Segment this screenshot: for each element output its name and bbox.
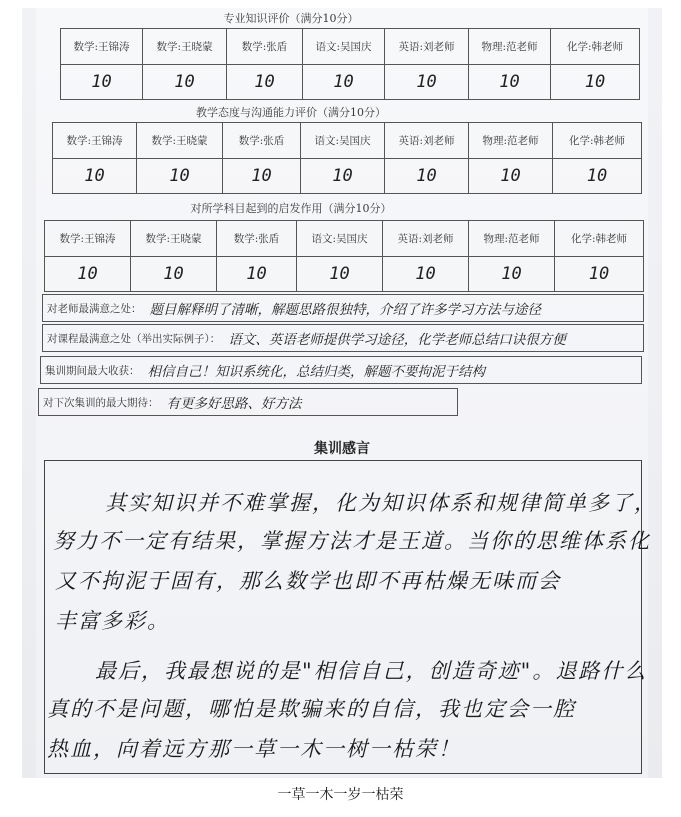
score-cell: 10 xyxy=(297,257,383,291)
teacher-header-cell: 语文:吴国庆 xyxy=(297,221,383,257)
essay-line: 最后，我最想说的是"相信自己，创造奇迹"。退路什么 xyxy=(95,659,648,683)
teacher-header-cell: 数学:张盾 xyxy=(227,29,303,65)
teacher-header-cell: 英语:刘老师 xyxy=(385,29,469,65)
attitude-score-table xyxy=(52,122,642,194)
score-cell: 10 xyxy=(301,159,385,193)
teacher-header-cell: 英语:刘老师 xyxy=(385,123,469,159)
feedback-row-teacher xyxy=(42,294,644,322)
photo-caption: 一草一木一岁一枯荣 xyxy=(277,787,404,803)
score-cell: 10 xyxy=(586,166,608,186)
teacher-header-cell: 化学:韩老师 xyxy=(553,123,641,159)
score-cell: 10 xyxy=(45,257,131,291)
teacher-header-cell: 数学:王晓蒙 xyxy=(143,29,227,65)
essay-line: 真的不是问题，哪怕是欺骗来的自信，我也定会一腔 xyxy=(47,697,576,721)
section1-title: 专业知识评价（满分10分） xyxy=(223,12,359,25)
score-cell: 10 xyxy=(385,65,469,99)
feedback-label: 对下次集训的最大期待： xyxy=(43,396,159,409)
score-cell: 10 xyxy=(217,257,297,291)
score-cell: 10 xyxy=(137,159,223,193)
essay-title: 集训感言 xyxy=(314,441,370,457)
teacher-header-cell: 数学:王晓蒙 xyxy=(131,221,217,257)
score-cell: 10 xyxy=(588,264,610,284)
score-cell: 10 xyxy=(53,159,137,193)
teacher-header-cell: 化学:韩老师 xyxy=(551,29,639,65)
score-cell: 10 xyxy=(469,257,555,291)
evaluation-sheet xyxy=(36,8,657,778)
section2-title: 教学态度与沟通能力评价（满分10分） xyxy=(196,106,386,119)
teacher-header-cell: 物理:范老师 xyxy=(469,221,555,257)
essay-line: 热血，向着远方那一草一木一树一枯荣！ xyxy=(47,737,461,761)
essay-line: 其实知识并不难掌握，化为知识体系和规律简单多了， xyxy=(105,491,657,515)
feedback-answer: 相信自己！知识系统化，总结归类，解题不要拘泥于结构 xyxy=(147,364,485,380)
score-cell: 10 xyxy=(385,159,469,193)
score-cell: 10 xyxy=(223,159,301,193)
score-cell: 10 xyxy=(584,72,606,92)
scanned-photo xyxy=(22,8,662,778)
feedback-label: 对老师最满意之处： xyxy=(47,302,142,315)
teacher-header-cell: 数学:王锦涛 xyxy=(53,123,137,159)
feedback-answer: 语文、英语老师提供学习途径，化学老师总结口诀很方便 xyxy=(228,332,566,348)
section3-title: 对所学科目起到的启发作用（满分10分） xyxy=(190,202,392,215)
feedback-row-course xyxy=(42,324,644,352)
teacher-header-cell: 语文:吴国庆 xyxy=(303,29,385,65)
teacher-header-cell: 数学:王锦涛 xyxy=(61,29,143,65)
teacher-header-cell: 物理:范老师 xyxy=(469,29,551,65)
essay-line: 丰富多彩。 xyxy=(55,609,170,633)
feedback-label: 对课程最满意之处（举出实际例子）： xyxy=(47,332,221,345)
score-cell: 10 xyxy=(131,257,217,291)
teacher-header-cell: 物理:范老师 xyxy=(469,123,553,159)
score-cell: 10 xyxy=(143,65,227,99)
teacher-header-cell: 英语:刘老师 xyxy=(383,221,469,257)
knowledge-score-table xyxy=(60,28,640,100)
teacher-header-cell: 化学:韩老师 xyxy=(555,221,643,257)
essay-line: 努力不一定有结果，掌握方法才是王道。当你的思维体系化 xyxy=(53,529,651,553)
score-cell: 10 xyxy=(227,65,303,99)
inspiration-score-table xyxy=(44,220,644,292)
feedback-answer: 题目解释明了清晰，解题思路很独特，介绍了许多学习方法与途径 xyxy=(149,302,541,318)
score-cell: 10 xyxy=(469,65,551,99)
teacher-header-cell: 语文:吴国庆 xyxy=(301,123,385,159)
feedback-answer: 有更多好思路、好方法 xyxy=(166,396,302,412)
feedback-row-expect xyxy=(38,388,458,416)
feedback-row-gain xyxy=(40,356,642,384)
teacher-header-cell: 数学:张盾 xyxy=(217,221,297,257)
teacher-header-cell: 数学:王晓蒙 xyxy=(137,123,223,159)
essay-line: 又不拘泥于固有，那么数学也即不再枯燥无味而会 xyxy=(55,569,561,593)
essay-box xyxy=(44,460,657,774)
teacher-header-cell: 数学:王锦涛 xyxy=(45,221,131,257)
score-cell: 10 xyxy=(303,65,385,99)
score-cell: 10 xyxy=(61,65,143,99)
teacher-header-cell: 数学:张盾 xyxy=(223,123,301,159)
score-cell: 10 xyxy=(383,257,469,291)
score-cell: 10 xyxy=(469,159,553,193)
feedback-label: 集训期间最大收获： xyxy=(45,364,140,377)
